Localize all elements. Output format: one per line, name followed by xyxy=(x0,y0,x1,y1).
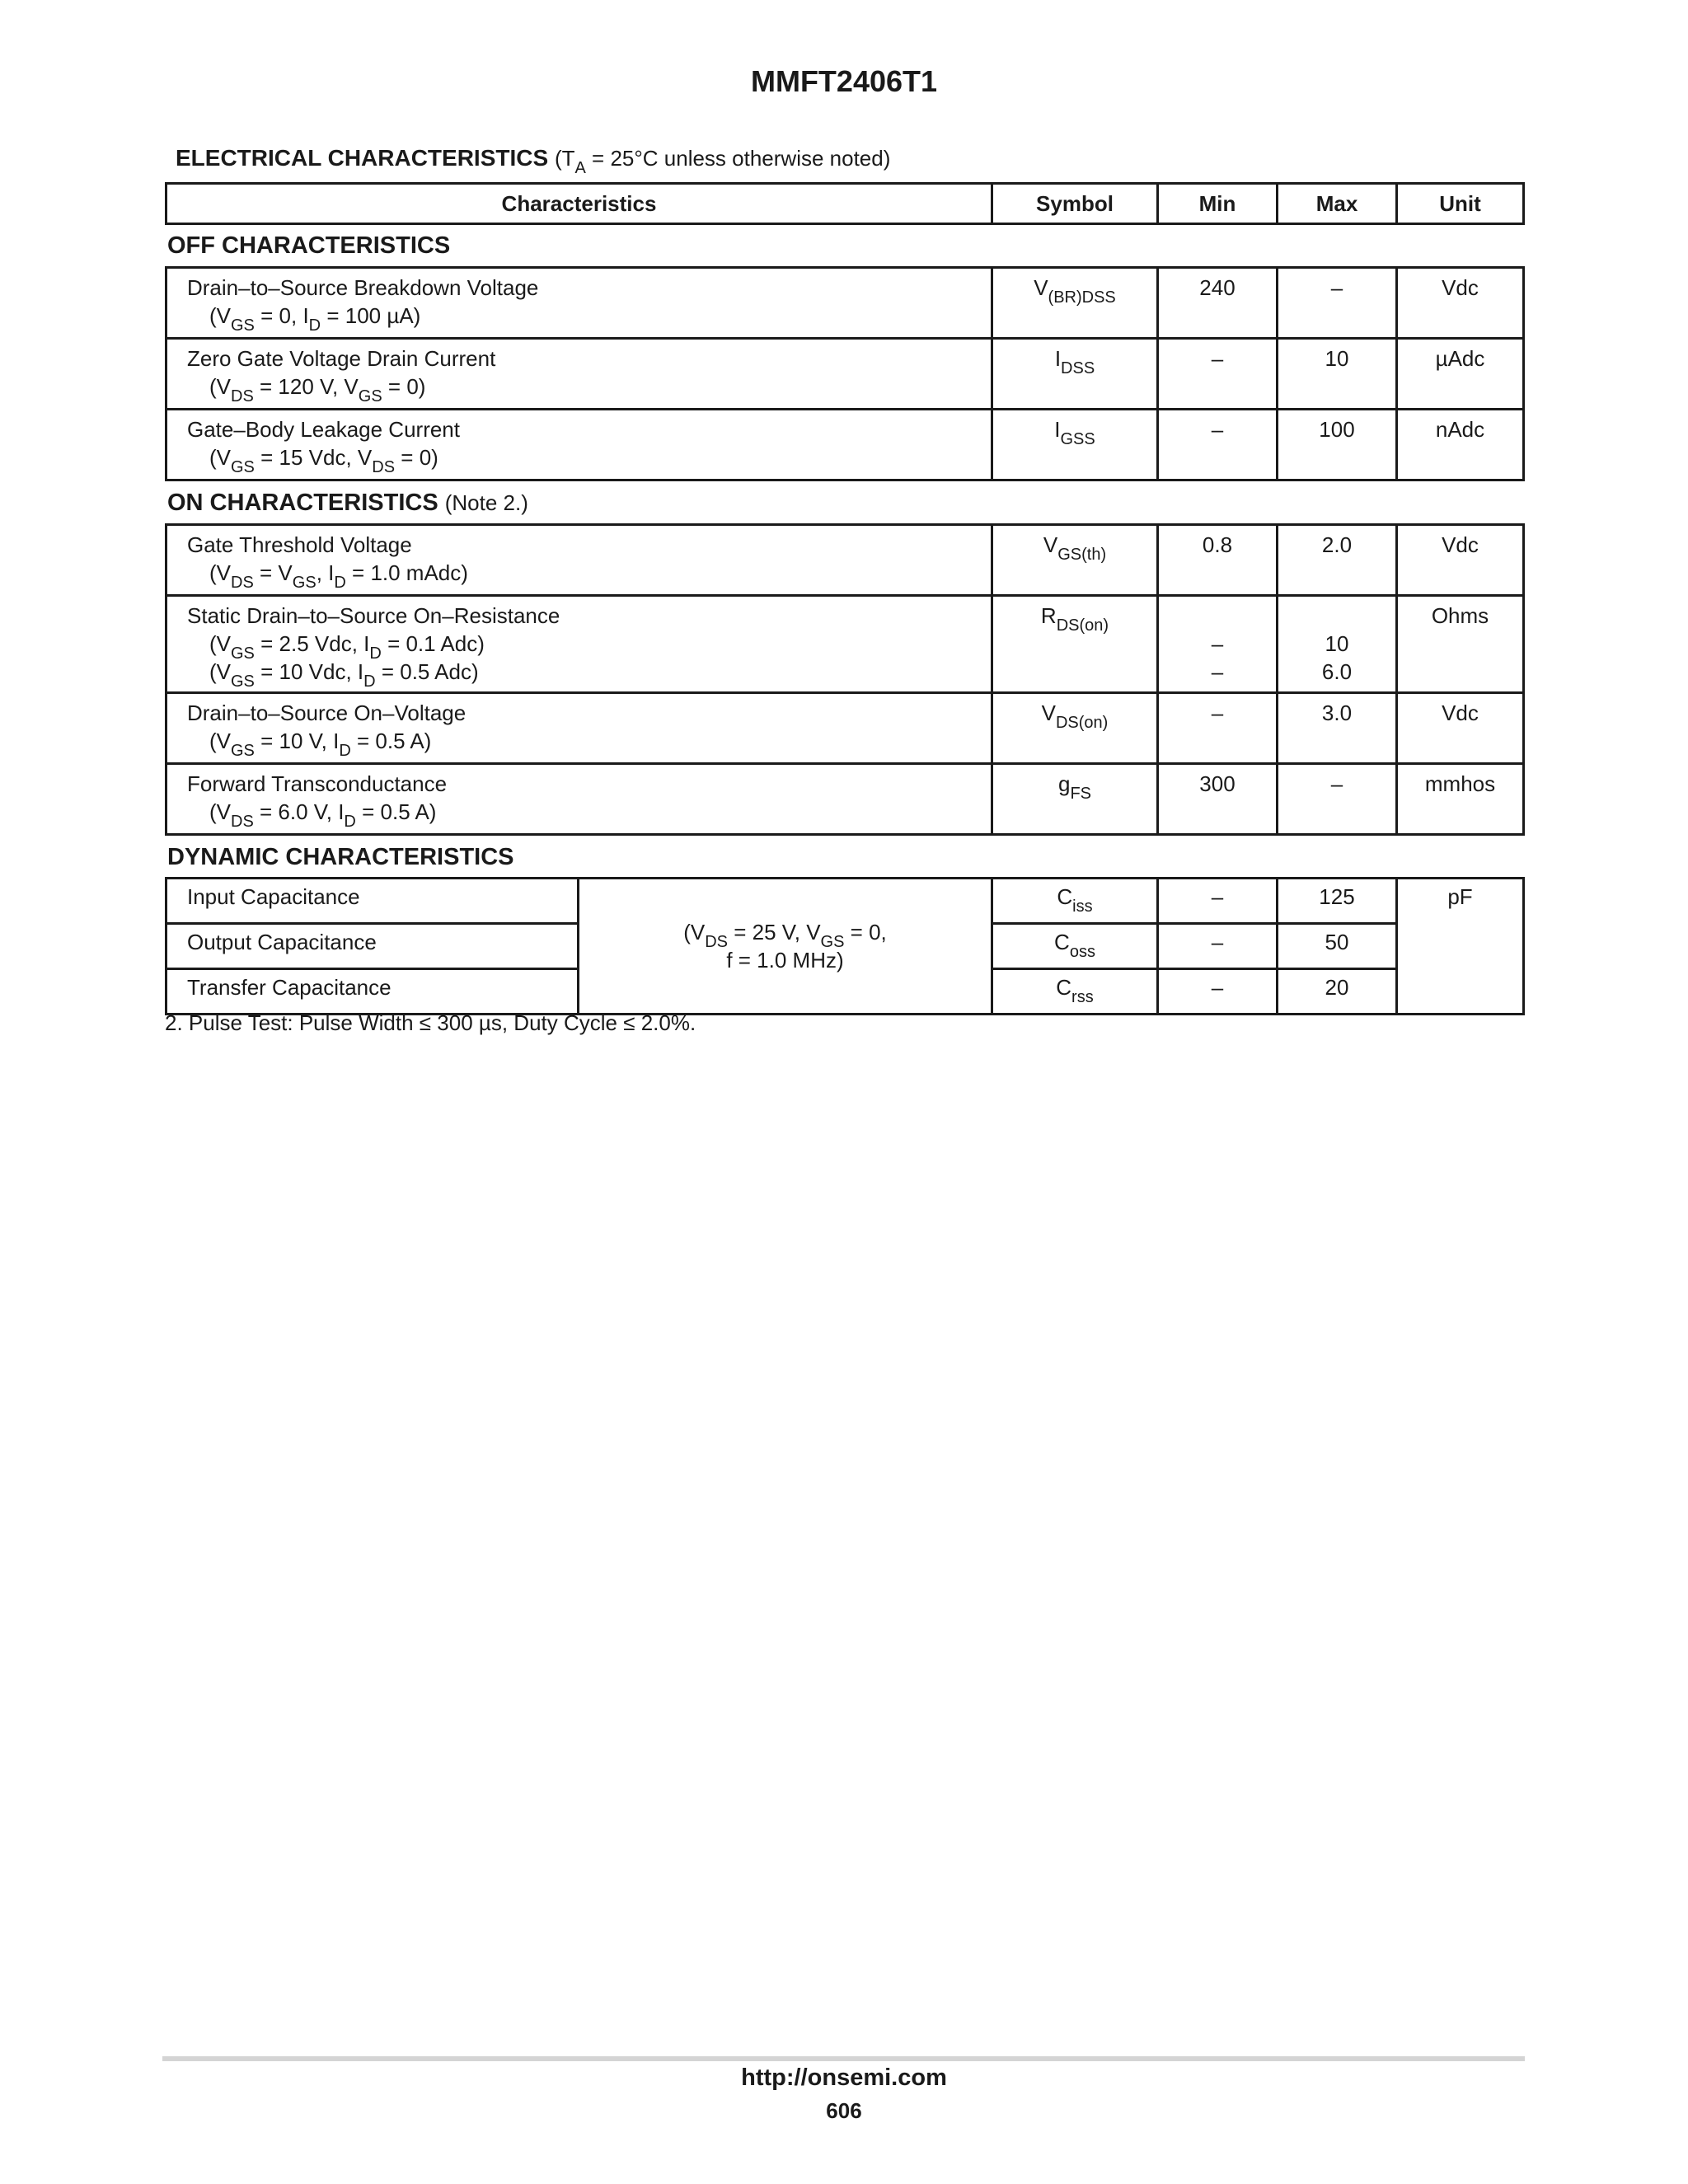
param-name: Gate–Body Leakage Current xyxy=(187,417,460,442)
param-name: Zero Gate Voltage Drain Current xyxy=(187,346,496,371)
min-cell: – xyxy=(1158,693,1278,764)
on-note: (Note 2.) xyxy=(444,490,528,515)
on-table xyxy=(165,523,1525,836)
unit-cell: pF xyxy=(1397,879,1524,1015)
symbol-cell: $V_{DS(on)}$ xyxy=(992,693,1158,764)
param-name: Drain–to–Source Breakdown Voltage xyxy=(187,275,539,300)
col-unit: Unit xyxy=(1397,184,1524,224)
max-cell: – xyxy=(1278,764,1397,835)
unit-cell: Ohms xyxy=(1397,596,1524,693)
unit-cell: Vdc xyxy=(1397,268,1524,339)
table-row xyxy=(166,764,1524,835)
param-condition: ($V_{DS} = 120$ V, $V_{GS} = 0$) xyxy=(209,374,426,405)
col-max: Max xyxy=(1278,184,1397,224)
unit-cell: mmhos xyxy=(1397,764,1524,835)
param-condition: ($V_{GS} = 10$ Vdc, $I_D = 0.5$ Adc) xyxy=(209,659,479,691)
col-min: Min xyxy=(1158,184,1278,224)
min-cell: 0.8 xyxy=(1158,525,1278,596)
param-condition: ($V_{DS} = V_{GS}$, $I_D = 1.0$ mAdc) xyxy=(209,560,468,592)
max-cell: 125 xyxy=(1278,879,1397,924)
symbol-cell: $C_{oss}$ xyxy=(992,924,1158,969)
page-number: 606 xyxy=(826,2098,862,2123)
table-row xyxy=(166,410,1524,480)
col-characteristics: Characteristics xyxy=(166,184,992,224)
max-cell: – xyxy=(1278,268,1397,339)
max-cell: 20 xyxy=(1278,969,1397,1015)
symbol-cell: $g_{FS}$ xyxy=(992,764,1158,835)
off-table xyxy=(165,266,1525,481)
unit-cell: µAdc xyxy=(1397,339,1524,410)
param-name: Output Capacitance xyxy=(166,924,579,969)
min-cell: – xyxy=(1158,410,1278,480)
footer-url[interactable]: http://onsemi.com xyxy=(741,2064,947,2091)
test-condition: ($V_{DS} = 25$ V, $V_{GS} = 0$, f = 1.0 MHz) xyxy=(579,879,992,1015)
symbol-cell: $C_{iss}$ xyxy=(992,879,1158,924)
symbol-cell: $I_{GSS}$ xyxy=(992,410,1158,480)
min-cell: – xyxy=(1158,339,1278,410)
max-cell: 2.0 xyxy=(1278,525,1397,596)
param-condition: ($V_{GS} = 2.5$ Vdc, $I_D = 0.1$ Adc) xyxy=(209,631,485,663)
header-table xyxy=(165,182,1525,225)
max-cell: 10 6.0 xyxy=(1278,596,1397,693)
unit-cell: Vdc xyxy=(1397,693,1524,764)
footnote: 2. Pulse Test: Pulse Width ≤ 300 µs, Duty Cycle ≤ 2.0%. xyxy=(165,1010,696,1035)
symbol-cell: $V_{GS(th)}$ xyxy=(992,525,1158,596)
param-name: Transfer Capacitance xyxy=(166,969,579,1015)
param-name: Drain–to–Source On–Voltage xyxy=(187,701,467,725)
unit-cell: nAdc xyxy=(1397,410,1524,480)
min-cell: 240 xyxy=(1158,268,1278,339)
electrical-characteristics-heading xyxy=(176,145,891,177)
unit-cell: Vdc xyxy=(1397,525,1524,596)
col-symbol: Symbol xyxy=(992,184,1158,224)
table-row xyxy=(166,693,1524,764)
symbol-cell: $V_{(BR)DSS}$ xyxy=(992,268,1158,339)
table-row xyxy=(166,596,1524,693)
max-cell: 3.0 xyxy=(1278,693,1397,764)
table-row xyxy=(166,268,1524,339)
off-characteristics-heading: OFF CHARACTERISTICS xyxy=(167,232,451,259)
param-name: Input Capacitance xyxy=(166,879,579,924)
param-name: Gate Threshold Voltage xyxy=(187,532,412,557)
param-condition: ($V_{GS} = 15$ Vdc, $V_{DS} = 0$) xyxy=(209,445,438,476)
min-cell: 300 xyxy=(1158,764,1278,835)
min-cell: – xyxy=(1158,879,1278,924)
min-cell: – xyxy=(1158,924,1278,969)
footer-divider xyxy=(162,2056,1525,2061)
max-cell: 100 xyxy=(1278,410,1397,480)
param-condition: ($V_{GS} = 0$, $I_D = 100$ µA) xyxy=(209,303,421,335)
min-cell: – xyxy=(1158,969,1278,1015)
max-cell: 50 xyxy=(1278,924,1397,969)
heading-label: ELECTRICAL CHARACTERISTICS xyxy=(176,145,549,171)
symbol-cell: $C_{rss}$ xyxy=(992,969,1158,1015)
param-condition: ($V_{GS} = 10$ V, $I_D = 0.5$ A) xyxy=(209,729,432,760)
max-cell: 10 xyxy=(1278,339,1397,410)
document-title: MMFT2406T1 xyxy=(750,64,938,98)
table-row xyxy=(166,525,1524,596)
on-characteristics-heading: ON CHARACTERISTICS (Note 2.) xyxy=(167,490,528,516)
param-name: Forward Transconductance xyxy=(187,771,448,796)
param-name: Static Drain–to–Source On–Resistance xyxy=(187,603,560,628)
heading-note: ($T_A = 25^\circ C$ unless otherwise noted) xyxy=(554,146,891,177)
min-cell: – – xyxy=(1158,596,1278,693)
table-row xyxy=(166,879,1524,924)
param-condition: ($V_{DS} = 6.0$ V, $I_D = 0.5$ A) xyxy=(209,799,437,831)
dynamic-table xyxy=(165,877,1525,1015)
symbol-cell: $R_{DS(on)}$ xyxy=(992,596,1158,693)
dynamic-characteristics-heading: DYNAMIC CHARACTERISTICS xyxy=(167,844,514,870)
symbol-cell: $I_{DSS}$ xyxy=(992,339,1158,410)
table-row xyxy=(166,339,1524,410)
